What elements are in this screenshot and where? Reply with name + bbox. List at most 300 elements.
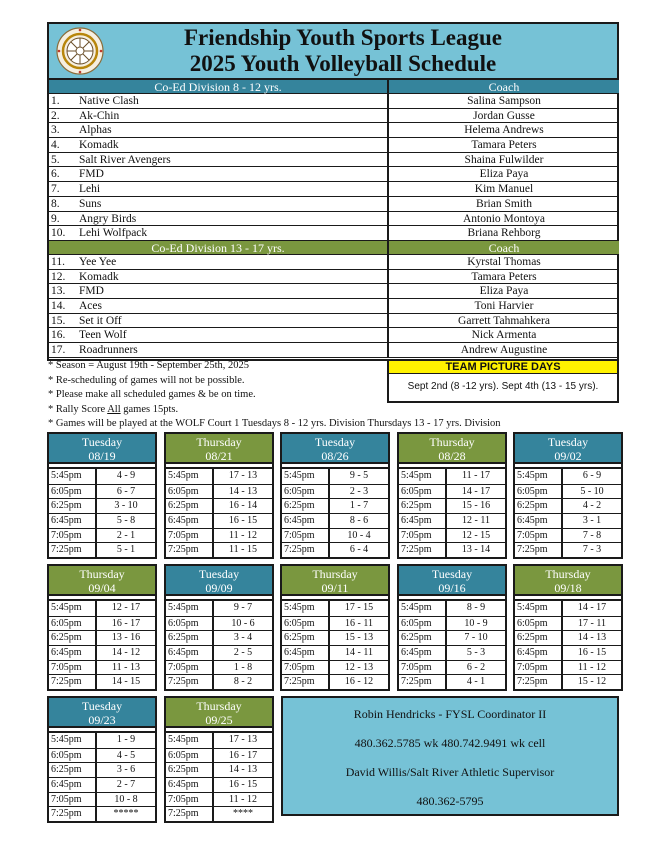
note-season: * Season = August 19th - September 25th, 2025 — [48, 360, 250, 371]
game-matchup: 2 - 5 — [233, 647, 253, 659]
schedule-day-header — [515, 434, 621, 464]
game-row — [515, 630, 621, 645]
team-name: Komadk — [79, 270, 119, 283]
game-matchup: 17 - 15 — [344, 602, 374, 613]
game-row — [166, 806, 272, 821]
game-time: 7:05pm — [49, 793, 97, 807]
team-picture-box — [387, 361, 619, 403]
schedule-day-header — [49, 434, 155, 464]
schedule-day-header — [49, 698, 155, 728]
game-row — [166, 762, 272, 777]
team-number: 12. — [51, 270, 66, 283]
game-time: 6:45pm — [399, 646, 447, 660]
game-time: 6:05pm — [282, 485, 330, 499]
game-row — [166, 616, 272, 631]
day-name: Tuesday — [431, 567, 473, 581]
game-row — [399, 601, 505, 616]
schedule-day — [280, 432, 390, 559]
page-subtitle: 2025 Youth Volleyball Schedule — [189, 51, 497, 76]
schedule-day — [164, 696, 274, 823]
game-time: 5:45pm — [166, 469, 214, 484]
game-time: 6:25pm — [49, 763, 97, 777]
schedule-day — [397, 432, 507, 559]
game-time: 6:25pm — [166, 763, 214, 777]
note-attendance: * Please make all scheduled games & be on time. — [48, 389, 256, 401]
day-date: 09/11 — [321, 581, 349, 595]
game-row — [49, 498, 155, 513]
team-name: Alphas — [79, 124, 112, 137]
team-row — [49, 123, 387, 138]
game-time: 7:25pm — [166, 543, 214, 557]
coach-name: Kim Manuel — [389, 182, 619, 197]
day-date: 09/02 — [554, 449, 582, 463]
game-list — [166, 469, 272, 557]
game-time: 7:05pm — [166, 529, 214, 543]
game-time: 6:45pm — [515, 514, 563, 528]
game-row — [515, 528, 621, 543]
game-row — [166, 528, 272, 543]
team-row — [49, 153, 387, 168]
game-time: 6:45pm — [282, 514, 330, 528]
game-matchup: 14 - 13 — [577, 632, 607, 644]
contact-line-1: Robin Hendricks - FYSL Coordinator II — [353, 707, 547, 721]
game-row — [49, 792, 155, 807]
game-row — [282, 542, 388, 557]
game-time: 7:05pm — [166, 661, 214, 675]
game-matchup: 12 - 17 — [111, 602, 141, 613]
game-matchup: 5 - 3 — [466, 647, 486, 659]
game-matchup: 16 - 11 — [345, 617, 373, 629]
game-matchup: 15 - 16 — [461, 500, 491, 512]
game-time: 7:05pm — [49, 529, 97, 543]
game-row — [166, 674, 272, 689]
game-matchup: 14 - 12 — [111, 647, 141, 659]
game-time: 7:05pm — [515, 661, 563, 675]
game-row — [49, 528, 155, 543]
day-date: 09/16 — [438, 581, 466, 595]
game-time: 5:45pm — [166, 601, 214, 616]
team-row — [49, 182, 387, 197]
game-list — [515, 601, 621, 689]
game-matchup: 2 - 3 — [349, 485, 369, 497]
team-name: Teen Wolf — [79, 329, 127, 342]
game-row — [515, 660, 621, 675]
coach-header: Coach — [389, 241, 619, 255]
day-date: 08/26 — [321, 449, 349, 463]
coach-name: Jordan Gusse — [389, 109, 619, 124]
game-row — [282, 645, 388, 660]
game-time: 7:25pm — [515, 675, 563, 689]
team-number: 14. — [51, 299, 66, 312]
coach-name: Helema Andrews — [389, 123, 619, 138]
game-matchup: 8 - 9 — [466, 602, 486, 613]
roster-coach-column — [389, 80, 619, 358]
game-time: 7:25pm — [166, 675, 214, 689]
schedule-day-header — [282, 566, 388, 596]
team-number: 4. — [51, 139, 60, 152]
game-time: 6:05pm — [399, 485, 447, 499]
game-row — [166, 733, 272, 748]
coach-name: Briana Rehborg — [389, 226, 619, 241]
game-row — [399, 513, 505, 528]
game-time: 7:05pm — [399, 661, 447, 675]
game-time: 6:05pm — [49, 617, 97, 631]
team-picture-text: Sept 2nd (8 -12 yrs). Sept 4th (13 - 15 yrs). — [407, 381, 599, 392]
game-time: 6:45pm — [166, 646, 214, 660]
team-name: Aces — [79, 299, 102, 312]
game-time: 6:05pm — [515, 485, 563, 499]
game-time: 6:25pm — [49, 499, 97, 513]
team-name: FMD — [79, 168, 104, 181]
game-time: 6:25pm — [166, 631, 214, 645]
game-row — [282, 660, 388, 675]
coach-name: Nick Armenta — [389, 328, 619, 343]
game-row — [49, 542, 155, 557]
team-number: 17. — [51, 344, 66, 356]
day-name: Tuesday — [314, 435, 356, 449]
notes — [48, 359, 384, 417]
game-matchup: 11 - 12 — [229, 529, 257, 541]
game-time: 6:05pm — [166, 749, 214, 763]
game-row — [282, 674, 388, 689]
schedule-day — [513, 432, 623, 559]
game-row — [515, 469, 621, 484]
rally-prefix: * Rally Score — [48, 403, 108, 415]
game-matchup: 1 - 9 — [116, 734, 136, 745]
game-matchup: 16 - 17 — [111, 617, 141, 629]
schedule-day-header — [166, 698, 272, 728]
game-row — [49, 762, 155, 777]
game-matchup: 3 - 10 — [114, 500, 138, 512]
schedule-day — [164, 432, 274, 559]
schedule-day — [397, 564, 507, 691]
roster-team-column — [49, 80, 387, 358]
rally-all: All — [107, 403, 121, 415]
game-row — [49, 469, 155, 484]
game-matchup: 10 - 6 — [231, 617, 255, 629]
game-matchup: 14 - 17 — [461, 485, 491, 497]
game-time: 7:25pm — [282, 675, 330, 689]
team-number: 5. — [51, 153, 60, 166]
game-row — [515, 674, 621, 689]
game-matchup: 17 - 11 — [578, 617, 606, 629]
game-matchup: 4 - 5 — [116, 749, 136, 761]
game-row — [49, 748, 155, 763]
game-row — [399, 528, 505, 543]
schedule-day-header — [515, 566, 621, 596]
game-list — [515, 469, 621, 557]
game-row — [515, 616, 621, 631]
game-row — [399, 498, 505, 513]
game-row — [399, 616, 505, 631]
game-list — [166, 601, 272, 689]
game-matchup: 4 - 1 — [466, 676, 486, 688]
schedule-day — [47, 564, 157, 691]
team-name: Set it Off — [79, 314, 122, 327]
team-name: Suns — [79, 197, 102, 210]
game-matchup: 1 - 8 — [233, 661, 253, 673]
team-number: 13. — [51, 285, 66, 298]
team-name: Komadk — [79, 139, 119, 152]
team-name: Lehi Wolfpack — [79, 227, 148, 240]
game-row — [166, 748, 272, 763]
day-name: Thursday — [196, 699, 242, 713]
schedule-day — [513, 564, 623, 691]
game-row — [399, 630, 505, 645]
game-row — [515, 542, 621, 557]
contact-box — [281, 696, 619, 816]
game-time: 5:45pm — [166, 733, 214, 748]
game-time: 6:05pm — [49, 485, 97, 499]
game-matchup: 2 - 7 — [116, 779, 136, 791]
day-name: Thursday — [545, 567, 591, 581]
day-date: 09/18 — [554, 581, 582, 595]
game-time: 6:25pm — [515, 631, 563, 645]
game-list — [282, 601, 388, 689]
day-name: Thursday — [79, 567, 125, 581]
game-list — [399, 469, 505, 557]
game-time: 7:05pm — [49, 661, 97, 675]
game-time: 6:05pm — [166, 485, 214, 499]
team-row — [49, 212, 387, 227]
game-matchup: 14 - 15 — [111, 676, 141, 688]
team-number: 3. — [51, 124, 60, 137]
game-matchup: 14 - 13 — [228, 485, 258, 497]
team-name: Yee Yee — [79, 255, 117, 268]
team-name: Native Clash — [79, 95, 139, 107]
coach-name: Eliza Paya — [389, 284, 619, 299]
game-time: 6:05pm — [399, 617, 447, 631]
game-time: 6:05pm — [515, 617, 563, 631]
game-row — [49, 601, 155, 616]
game-row — [166, 513, 272, 528]
team-row — [49, 314, 387, 329]
game-time: 7:05pm — [166, 793, 214, 807]
game-row — [49, 806, 155, 821]
coach-name: Salina Sampson — [389, 94, 619, 109]
team-row — [49, 167, 387, 182]
rally-suffix: games 15pts. — [120, 403, 179, 415]
game-row — [399, 484, 505, 499]
game-time: 5:45pm — [49, 469, 97, 484]
game-matchup: 8 - 2 — [233, 676, 253, 688]
note-location: * Games will be played at the WOLF Court 1 Tuesdays 8 - 12 yrs. Division Thursdays 13 - 17 yrs. Division — [48, 418, 501, 429]
game-time: 6:45pm — [282, 646, 330, 660]
game-time: 7:05pm — [282, 529, 330, 543]
coach-name: Tamara Peters — [389, 270, 619, 285]
game-row — [49, 513, 155, 528]
game-row — [166, 660, 272, 675]
game-time: 6:25pm — [515, 499, 563, 513]
contact-line-3: David Willis/Salt River Athletic Supervisor — [345, 765, 555, 779]
game-matchup: 17 - 13 — [228, 470, 258, 481]
day-date: 09/04 — [88, 581, 116, 595]
game-time: 5:45pm — [282, 469, 330, 484]
game-time: 5:45pm — [515, 601, 563, 616]
game-time: 6:25pm — [399, 499, 447, 513]
game-matchup: 12 - 13 — [344, 661, 374, 673]
game-row — [166, 792, 272, 807]
team-row — [49, 226, 387, 241]
game-list — [49, 733, 155, 821]
game-matchup: 13 - 16 — [111, 632, 141, 644]
coach-name: Andrew Augustine — [389, 343, 619, 358]
game-matchup: 9 - 7 — [233, 602, 253, 613]
game-matchup: 16 - 14 — [228, 500, 258, 512]
day-name: Thursday — [429, 435, 475, 449]
coach-name: Kyrstal Thomas — [389, 255, 619, 270]
team-row — [49, 299, 387, 314]
game-row — [166, 777, 272, 792]
game-row — [282, 601, 388, 616]
game-time: 6:45pm — [49, 778, 97, 792]
game-matchup: 5 - 1 — [116, 544, 136, 556]
schedule-day-header — [166, 566, 272, 596]
game-matchup: 12 - 15 — [461, 529, 491, 541]
team-name: Salt River Avengers — [79, 153, 171, 166]
day-date: 08/28 — [438, 449, 466, 463]
schedule-day-header — [49, 566, 155, 596]
coach-name: Tamara Peters — [389, 138, 619, 153]
game-matchup: 16 - 15 — [228, 515, 258, 527]
day-date: 08/19 — [88, 449, 116, 463]
team-number: 1. — [51, 95, 60, 107]
game-matchup: 3 - 1 — [582, 515, 602, 527]
coach-name: Garrett Tahmahkera — [389, 314, 619, 329]
game-time: 6:45pm — [166, 778, 214, 792]
schedule-day — [47, 432, 157, 559]
game-list — [49, 601, 155, 689]
game-row — [399, 674, 505, 689]
game-time: 6:25pm — [282, 499, 330, 513]
game-matchup: 3 - 4 — [233, 632, 253, 644]
game-matchup: 5 - 10 — [580, 485, 604, 497]
game-row — [49, 660, 155, 675]
game-time: 7:25pm — [282, 543, 330, 557]
team-number: 7. — [51, 183, 60, 196]
game-row — [49, 645, 155, 660]
game-row — [515, 601, 621, 616]
team-name: FMD — [79, 285, 104, 298]
page-title: Friendship Youth Sports League — [183, 25, 502, 50]
team-name: Angry Birds — [79, 212, 137, 225]
team-number: 16. — [51, 329, 66, 342]
day-date: 09/25 — [205, 713, 233, 727]
game-row — [282, 528, 388, 543]
coach-name: Eliza Paya — [389, 167, 619, 182]
coach-name: Toni Harvier — [389, 299, 619, 314]
day-date: 08/21 — [205, 449, 233, 463]
game-row — [166, 645, 272, 660]
game-row — [282, 469, 388, 484]
team-number: 2. — [51, 109, 60, 122]
coach-name: Antonio Montoya — [389, 212, 619, 227]
game-time: 5:45pm — [282, 601, 330, 616]
day-name: Tuesday — [547, 435, 589, 449]
game-time: 7:05pm — [282, 661, 330, 675]
game-matchup: 15 - 13 — [344, 632, 374, 644]
game-time: 7:25pm — [49, 543, 97, 557]
game-time: 5:45pm — [399, 601, 447, 616]
game-matchup: 16 - 12 — [344, 676, 374, 688]
team-number: 6. — [51, 168, 60, 181]
team-row — [49, 94, 387, 109]
game-row — [515, 513, 621, 528]
game-matchup: 16 - 15 — [228, 779, 258, 791]
team-row — [49, 343, 387, 358]
schedule-day-header — [399, 434, 505, 464]
game-matchup: 10 - 4 — [347, 529, 371, 541]
game-row — [49, 777, 155, 792]
game-matchup: 11 - 12 — [229, 793, 257, 805]
team-number: 9. — [51, 212, 60, 225]
game-row — [49, 630, 155, 645]
game-matchup: 6 - 2 — [466, 661, 486, 673]
game-row — [282, 513, 388, 528]
game-time: 7:05pm — [515, 529, 563, 543]
day-name: Tuesday — [198, 567, 240, 581]
team-picture-title: TEAM PICTURE DAYS — [389, 361, 617, 374]
game-row — [49, 674, 155, 689]
game-row — [49, 733, 155, 748]
game-row — [166, 542, 272, 557]
game-matchup: 17 - 13 — [228, 734, 258, 745]
game-time: 7:25pm — [49, 807, 97, 821]
header — [47, 22, 619, 80]
division-header: Co-Ed Division 13 - 17 yrs. — [49, 241, 387, 255]
game-matchup: 14 - 13 — [228, 764, 258, 776]
note-rescheduling: * Re-scheduling of games will not be possible. — [48, 374, 245, 386]
game-matchup: 9 - 5 — [349, 470, 369, 481]
game-matchup: 11 - 13 — [112, 661, 140, 673]
game-row — [166, 630, 272, 645]
coach-name: Shaina Fulwilder — [389, 153, 619, 168]
day-name: Thursday — [312, 567, 358, 581]
day-name: Thursday — [196, 435, 242, 449]
game-matchup: 11 - 12 — [578, 661, 606, 673]
game-matchup: 7 - 8 — [582, 529, 602, 541]
game-time: 6:25pm — [49, 631, 97, 645]
team-number: 15. — [51, 314, 66, 327]
team-row — [49, 284, 387, 299]
game-time: 5:45pm — [515, 469, 563, 484]
game-matchup: 7 - 10 — [464, 632, 488, 644]
game-row — [399, 660, 505, 675]
game-row — [49, 616, 155, 631]
game-matchup: 15 - 12 — [577, 676, 607, 688]
game-row — [282, 616, 388, 631]
schedule-day-header — [166, 434, 272, 464]
game-time: 7:25pm — [399, 675, 447, 689]
schedule-day — [47, 696, 157, 823]
team-row — [49, 328, 387, 343]
game-time: 7:05pm — [399, 529, 447, 543]
schedule-day — [280, 564, 390, 691]
game-time: 6:45pm — [166, 514, 214, 528]
game-row — [166, 601, 272, 616]
day-name: Tuesday — [81, 435, 123, 449]
team-row — [49, 255, 387, 270]
game-row — [282, 630, 388, 645]
game-matchup: 5 - 8 — [116, 515, 136, 527]
day-date: 09/23 — [88, 713, 116, 727]
game-matchup: 16 - 15 — [577, 647, 607, 659]
day-date: 09/09 — [205, 581, 233, 595]
game-row — [399, 645, 505, 660]
game-time: 5:45pm — [399, 469, 447, 484]
game-list — [399, 601, 505, 689]
contact-line-4: 480.362-5795 — [416, 794, 484, 808]
